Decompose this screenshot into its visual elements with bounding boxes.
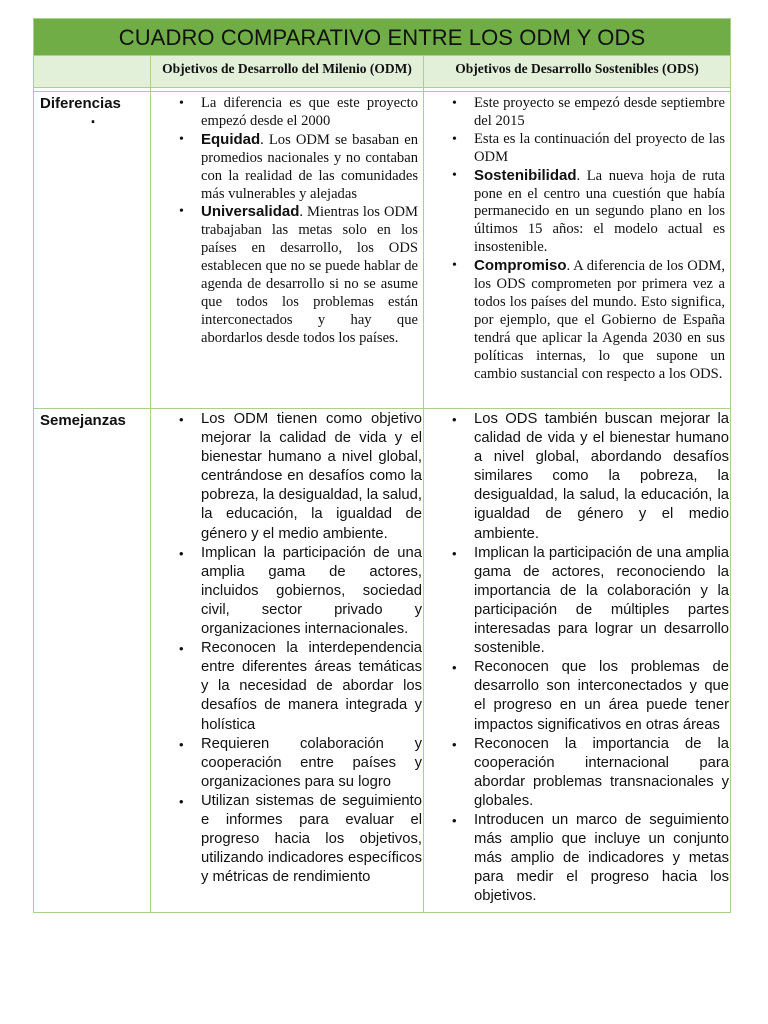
table-title: CUADRO COMPARATIVO ENTRE LOS ODM Y ODS <box>118 24 646 50</box>
comparison-table <box>33 18 731 913</box>
list-item-text: . Los ODM se basaban en promedios nacionales y no contaban con la realidad de las comunidades más vulnerables y alejadas <box>201 131 418 202</box>
semejanzas-ods-cell <box>424 409 731 913</box>
list-item <box>424 95 725 131</box>
list-item-text: . Mientras los ODM trabajaban las metas solo en los países en desarrollo, los ODS establecen que no se puede hablar de agenda de desarrollo si no se asume que todos los problemas están interconectados y hay que abordarlos desde todos los países. <box>201 204 418 346</box>
list-item-text: Esta es la continuación del proyecto de las ODM <box>474 130 726 165</box>
row-label-text: Diferencias <box>40 95 121 112</box>
list-item: • Utilizan sistemas de seguimiento e informes para evaluar el progreso hacia los objetivos, utilizando indicadores específicos y métricas de rendimiento <box>151 792 422 887</box>
table-title-cell <box>34 19 731 56</box>
list-item: • Reconocen la interdependencia entre diferentes áreas temáticas y la necesidad de abordar los desafíos de manera integrada y holística <box>151 639 422 734</box>
list-item <box>424 257 725 383</box>
list-item <box>151 131 418 204</box>
diferencias-odm-cell <box>151 92 424 409</box>
diferencias-odm-list <box>151 95 422 348</box>
semejanzas-odm-cell <box>151 409 424 913</box>
diferencias-ods-cell <box>424 92 731 409</box>
list-item <box>424 167 725 258</box>
header-empty-cell <box>34 56 151 88</box>
list-item: • Implican la participación de una amplia gama de actores, reconociendo la importancia de la colaboración y la participación de múltiples partes interesadas para lograr un desarrollo sostenible. <box>424 544 729 659</box>
list-item <box>151 95 418 131</box>
list-item: • Los ODS también buscan mejorar la calidad de vida y el bienestar humano a nivel global, abordando desafíos similares como la pobreza, la desigualdad, la salud, la educación, la igualdad de género y el medio ambiente. <box>424 410 729 544</box>
list-item: • Requieren colaboración y cooperación entre países y organizaciones para su logro <box>151 735 422 792</box>
list-item: • Reconocen la importancia de la cooperación internacional para abordar problemas transnacionales y globales. <box>424 735 729 811</box>
semejanzas-odm-list <box>151 410 422 887</box>
list-item: • Implican la participación de una amplia gama de actores, incluidos gobiernos, sociedad civil, sector privado y organizaciones internacionales. <box>151 544 422 639</box>
list-item: • Los ODM tienen como objetivo mejorar la calidad de vida y el bienestar humano a nivel global, centrándose en desafíos como la pobreza, la desigualdad, la salud, la educación, la igualdad de género y el medio ambiente. <box>151 410 422 544</box>
row-label-text: Semejanzas <box>40 412 126 429</box>
list-item: • Reconocen que los problemas de desarrollo son interconectados y que el progreso en un área puede tener impactos significativos en otras áreas <box>424 658 729 734</box>
semejanzas-ods-list <box>424 410 729 906</box>
list-item-keyword: Equidad <box>201 130 261 148</box>
list-item-text: Este proyecto se empezó desde septiembre del 2015 <box>474 95 726 129</box>
list-item: • Introducen un marco de seguimiento más amplio que incluye un conjunto más amplio de indicadores y metas para medir el progreso hacia los objetivos. <box>424 811 729 906</box>
header-odm: Objetivos de Desarrollo del Milenio (ODM) <box>151 56 424 88</box>
list-item-text: La diferencia es que este proyecto empezó desde el 2000 <box>201 95 418 129</box>
list-item-keyword: Universalidad <box>201 203 300 221</box>
diferencias-ods-list <box>424 95 729 384</box>
list-item-text: . La nueva hoja de ruta pone en el centro una cuestión que había permanecido en un segundo plano en los últimos 15 años: el modelo actual es insostenible. <box>474 167 726 256</box>
list-item <box>424 131 725 167</box>
list-item-keyword: Compromiso <box>474 257 567 275</box>
list-item-text: . A diferencia de los ODM, los ODS comprometen por primera vez a todos los países del mundo. Esto significa, por ejemplo, que el Gobierno de España tendrá que aplicar la Agenda 2030 en sus políticas internas, lo que supone un cambio sustancial con respecto a los ODS. <box>474 258 726 382</box>
row-label-suffix: . <box>90 107 96 127</box>
header-ods: Objetivos de Desarrollo Sostenibles (ODS) <box>424 56 731 88</box>
row-label-semejanzas <box>34 409 151 913</box>
row-label-diferencias <box>34 92 151 409</box>
list-item-keyword: Sostenibilidad <box>474 166 577 184</box>
list-item <box>151 203 418 347</box>
